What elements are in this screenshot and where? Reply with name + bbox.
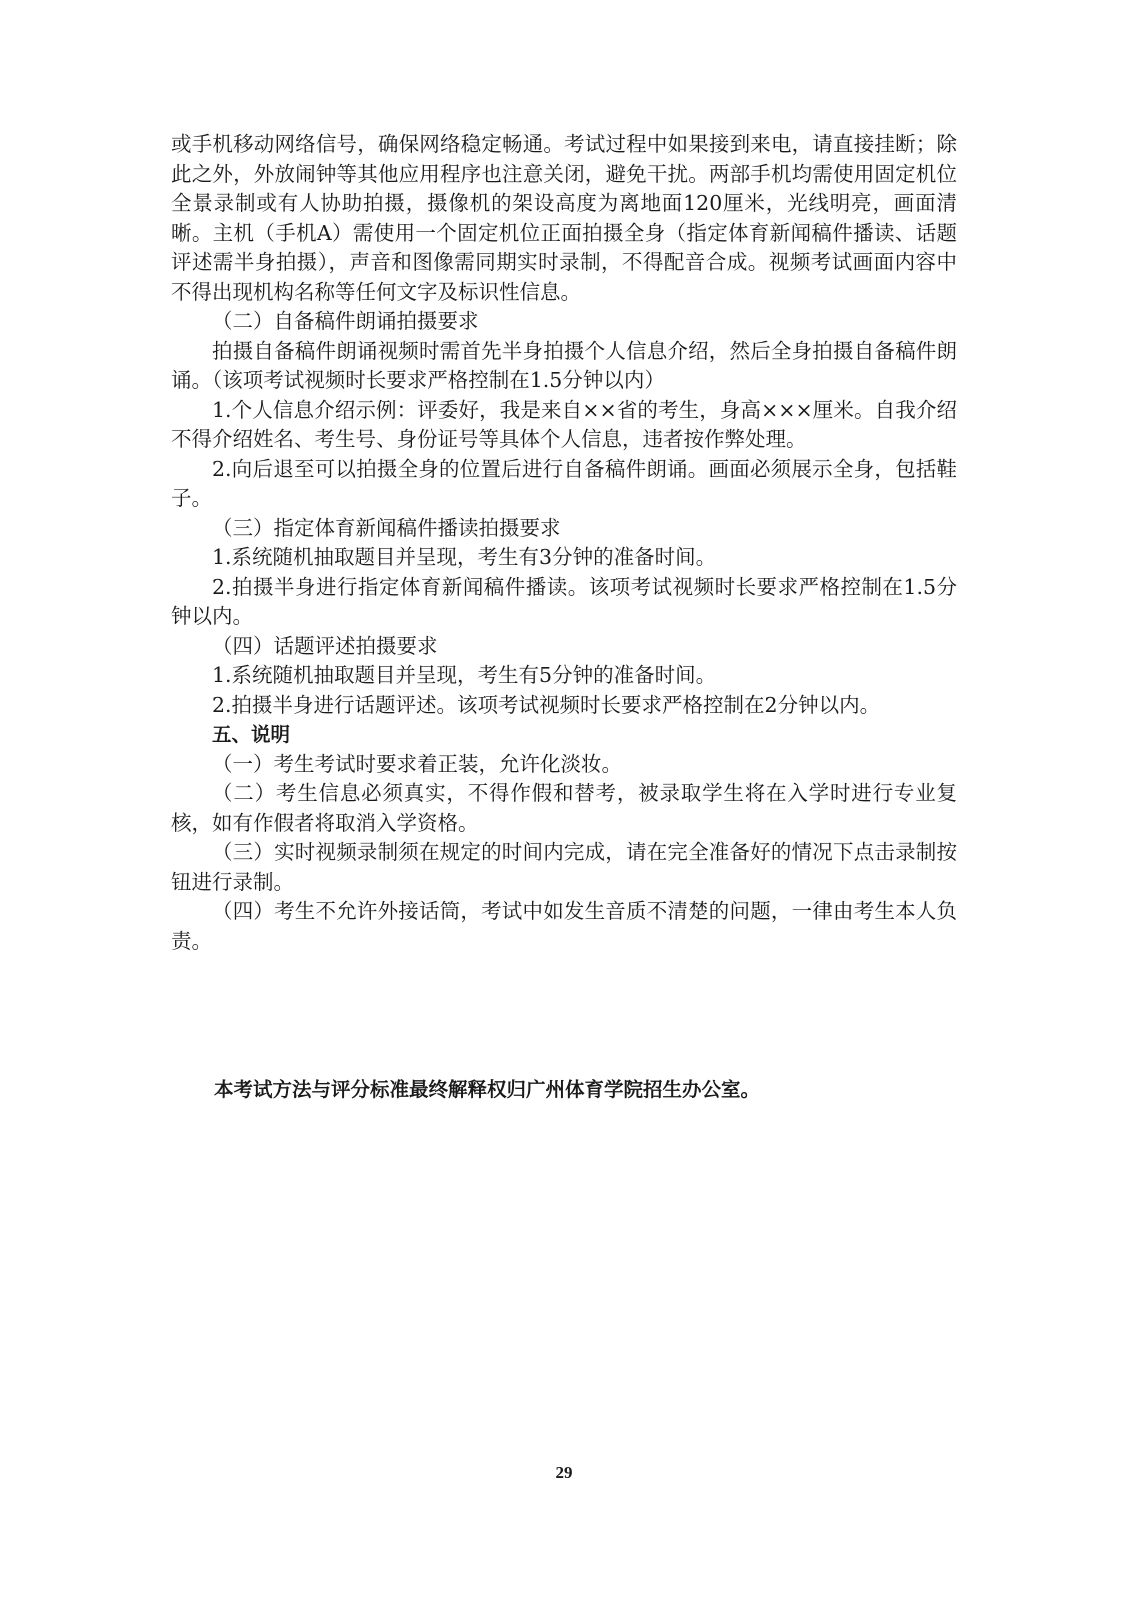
paragraph-topic-duration: 2.拍摄半身进行话题评述。该项考试视频时长要求严格控制在2分钟以内。 [212,692,881,717]
paragraph-news-reading-duration: 2.拍摄半身进行指定体育新闻稿件播读。该项考试视频时长要求严格控制在1.5分钟以内。 [171,574,957,628]
page-number: 29 [555,1463,573,1482]
paragraph-full-body-recitation: 2.向后退至可以拍摄全身的位置后进行自备稿件朗诵。画面必须展示全身，包括鞋子。 [171,456,957,510]
section-heading-notes: 五、说明 [212,723,291,746]
subheading-sports-news-reading: （三）指定体育新闻稿件播读拍摄要求 [212,515,561,540]
paragraph-network-requirements: 或手机移动网络信号，确保网络稳定畅通。考试过程中如果接到来电，请直接挂断；除此之外，外放闹钟等其他应用程序也注意关闭，避免干扰。两部手机均需使用固定机位全景录制或有人协助拍摄，摄像机的架设高度为离地面120厘米，光线明亮，画面清晰。主机（手机A）需使用一个固定机位正面拍摄全身（指定体育新闻稿件播读、话题评述需半身拍摄），声音和图像需同期实时录制，不得配音合成。视频考试画面内容中不得出现机构名称等任何文字及标识性信息。 [171,132,957,304]
paragraph-note-microphone: （四）考生不允许外接话筒，考试中如发生音质不清楚的问题，一律由考生本人负责。 [171,899,957,953]
paragraph-personal-info-example: 1.个人信息介绍示例：评委好，我是来自××省的考生，身高×××厘米。自我介绍不得介绍姓名、考生号、身份证号等具体个人信息，违者按作弊处理。 [171,397,957,451]
final-statement: 本考试方法与评分标准最终解释权归广州体育学院招生办公室。 [214,1078,761,1101]
paragraph-topic-prep-time: 1.系统随机抽取题目并呈现，考生有5分钟的准备时间。 [212,663,717,687]
paragraph-note-recording-time: （三）实时视频录制须在规定的时间内完成，请在完全准备好的情况下点击录制按钮进行录制。 [171,840,957,894]
document-body [171,130,957,956]
subheading-topic-commentary: （四）话题评述拍摄要求 [212,633,438,658]
paragraph-news-prep-time: 1.系统随机抽取题目并呈现，考生有3分钟的准备时间。 [212,545,717,569]
paragraph-recitation-intro: 拍摄自备稿件朗诵视频时需首先半身拍摄个人信息介绍，然后全身拍摄自备稿件朗诵。（该项考试视频时长要求严格控制在1.5分钟以内） [171,338,957,392]
subheading-self-prepared-recitation: （二）自备稿件朗诵拍摄要求 [212,309,479,333]
paragraph-note-dress: （一）考生考试时要求着正装，允许化淡妆。 [212,751,622,776]
paragraph-note-authenticity: （二）考生信息必须真实，不得作假和替考，被录取学生将在入学时进行专业复核，如有作假者将取消入学资格。 [171,781,957,835]
